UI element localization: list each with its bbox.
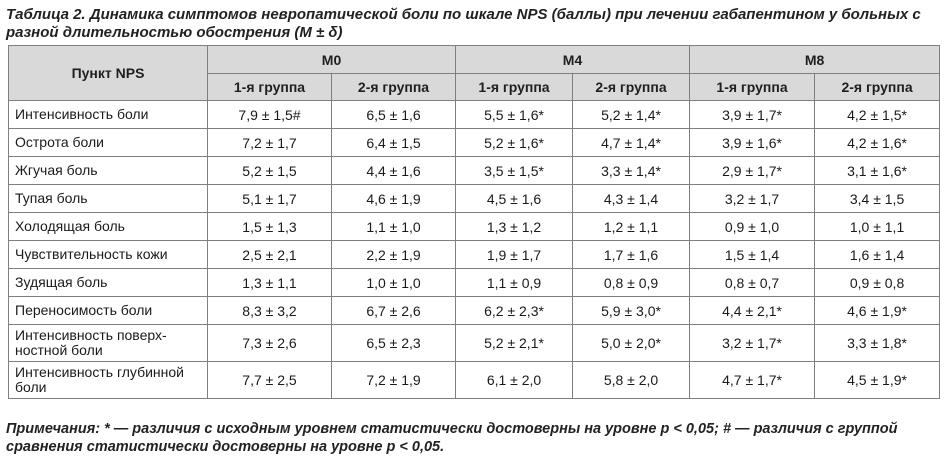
table-cell: 1,3 ± 1,1 [208, 269, 332, 297]
table-cell: 4,3 ± 1,4 [573, 185, 690, 213]
table-cell: 1,5 ± 1,3 [208, 213, 332, 241]
table-row [9, 297, 940, 325]
table-row [9, 213, 940, 241]
row-label: Чувствительность кожи [9, 241, 208, 269]
period-header-m0: M0 [208, 46, 456, 74]
table-row [9, 157, 940, 185]
row-label: Тупая боль [9, 185, 208, 213]
table-cell: 5,2 ± 1,5 [208, 157, 332, 185]
table-cell: 3,9 ± 1,6* [690, 129, 815, 157]
table-cell: 4,4 ± 1,6 [332, 157, 456, 185]
table-cell: 1,7 ± 1,6 [573, 241, 690, 269]
table-cell: 5,8 ± 2,0 [573, 362, 690, 399]
table-cell: 4,5 ± 1,9* [815, 362, 940, 399]
table-footnote: Примечания: * — различия с исходным уровнем статистически достоверны на уровне p < 0,05; # — различия с группой сравнения статистически достоверны на уровне p < 0,05. [6, 421, 898, 455]
table-cell: 1,6 ± 1,4 [815, 241, 940, 269]
table-cell: 3,3 ± 1,8* [815, 325, 940, 362]
table-row [9, 185, 940, 213]
table-cell: 4,2 ± 1,5* [815, 101, 940, 129]
table-cell: 4,6 ± 1,9* [815, 297, 940, 325]
table-row [9, 325, 940, 362]
table-cell: 7,2 ± 1,9 [332, 362, 456, 399]
table-row [9, 269, 940, 297]
table-cell: 4,5 ± 1,6 [456, 185, 573, 213]
table-row [9, 241, 940, 269]
table-cell: 6,7 ± 2,6 [332, 297, 456, 325]
table-cell: 3,5 ± 1,5* [456, 157, 573, 185]
table-cell: 5,0 ± 2,0* [573, 325, 690, 362]
nps-table [8, 45, 940, 399]
table-row [9, 101, 940, 129]
table-cell: 5,2 ± 2,1* [456, 325, 573, 362]
table-cell: 0,9 ± 1,0 [690, 213, 815, 241]
table-cell: 5,1 ± 1,7 [208, 185, 332, 213]
table-cell: 6,2 ± 2,3* [456, 297, 573, 325]
table-cell: 4,7 ± 1,4* [573, 129, 690, 157]
table-cell: 5,2 ± 1,6* [456, 129, 573, 157]
table-caption: Таблица 2. Динамика симптомов невропатической боли по шкале NPS (баллы) при лечении габапентином у больных с разной длительностью обострения (M ± δ) [6, 6, 921, 41]
table-row [9, 362, 940, 399]
table-cell: 3,2 ± 1,7* [690, 325, 815, 362]
group-header: 1-я группа [690, 74, 815, 101]
period-header-m4: M4 [456, 46, 690, 74]
row-label: Зудящая боль [9, 269, 208, 297]
row-label: Холодящая боль [9, 213, 208, 241]
group-header: 1-я группа [208, 74, 332, 101]
table-cell: 1,5 ± 1,4 [690, 241, 815, 269]
group-header: 2-я группа [815, 74, 940, 101]
group-header: 1-я группа [456, 74, 573, 101]
table-cell: 8,3 ± 3,2 [208, 297, 332, 325]
table-cell: 1,0 ± 1,1 [815, 213, 940, 241]
table-cell: 3,3 ± 1,4* [573, 157, 690, 185]
table-cell: 2,9 ± 1,7* [690, 157, 815, 185]
table-cell: 5,2 ± 1,4* [573, 101, 690, 129]
table-cell: 7,2 ± 1,7 [208, 129, 332, 157]
row-label: Жгучая боль [9, 157, 208, 185]
table-cell: 3,1 ± 1,6* [815, 157, 940, 185]
table-cell: 3,9 ± 1,7* [690, 101, 815, 129]
row-label: Интенсивность боли [9, 101, 208, 129]
table-cell: 1,2 ± 1,1 [573, 213, 690, 241]
table-cell: 1,3 ± 1,2 [456, 213, 573, 241]
table-cell: 4,2 ± 1,6* [815, 129, 940, 157]
table-cell: 7,7 ± 2,5 [208, 362, 332, 399]
row-label: Переносимость боли [9, 297, 208, 325]
table-cell: 3,4 ± 1,5 [815, 185, 940, 213]
table-cell: 6,4 ± 1,5 [332, 129, 456, 157]
table-cell: 1,0 ± 1,0 [332, 269, 456, 297]
period-header-m8: M8 [690, 46, 940, 74]
corner-header: Пункт NPS [9, 46, 208, 101]
table-cell: 0,9 ± 0,8 [815, 269, 940, 297]
table-cell: 6,5 ± 2,3 [332, 325, 456, 362]
table-cell: 4,4 ± 2,1* [690, 297, 815, 325]
row-label: Интенсивность глубинной боли [9, 362, 208, 399]
table-cell: 0,8 ± 0,9 [573, 269, 690, 297]
table-cell: 7,3 ± 2,6 [208, 325, 332, 362]
table-cell: 2,5 ± 2,1 [208, 241, 332, 269]
table-cell: 1,1 ± 1,0 [332, 213, 456, 241]
row-label: Интенсивность поверх-ностной боли [9, 325, 208, 362]
table-cell: 0,8 ± 0,7 [690, 269, 815, 297]
table-cell: 5,5 ± 1,6* [456, 101, 573, 129]
table-cell: 5,9 ± 3,0* [573, 297, 690, 325]
table-cell: 4,7 ± 1,7* [690, 362, 815, 399]
group-header: 2-я группа [332, 74, 456, 101]
table-cell: 2,2 ± 1,9 [332, 241, 456, 269]
table-cell: 4,6 ± 1,9 [332, 185, 456, 213]
table-cell: 6,5 ± 1,6 [332, 101, 456, 129]
table-cell: 3,2 ± 1,7 [690, 185, 815, 213]
table-cell: 1,1 ± 0,9 [456, 269, 573, 297]
row-label: Острота боли [9, 129, 208, 157]
table-cell: 1,9 ± 1,7 [456, 241, 573, 269]
table-cell: 6,1 ± 2,0 [456, 362, 573, 399]
table-cell: 7,9 ± 1,5# [208, 101, 332, 129]
group-header: 2-я группа [573, 74, 690, 101]
table-row [9, 129, 940, 157]
